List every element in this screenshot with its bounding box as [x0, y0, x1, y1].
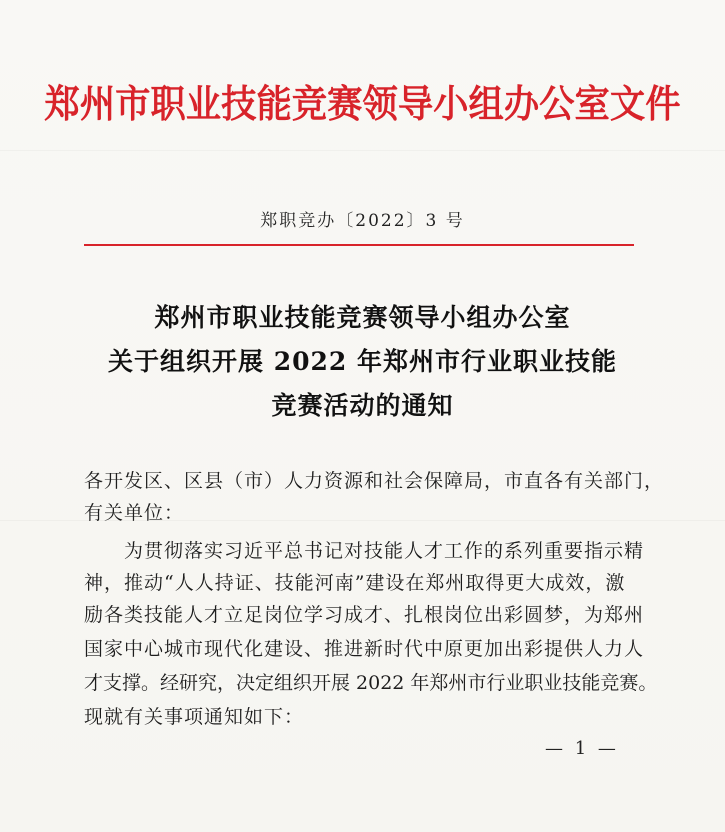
notice-title-line-1: 郑州市职业技能竞赛领导小组办公室: [154, 303, 571, 332]
paper-crease: [0, 150, 725, 151]
body-paragraph-line: 神，推动“人人持证、技能河南”建设在郑州取得更大成效，激: [84, 572, 626, 594]
body-paragraph-line: 现就有关事项通知如下：: [84, 706, 305, 728]
notice-title-line-2: 关于组织开展 2022 年郑州市行业职业技能: [108, 347, 617, 376]
body-paragraph-line: 励各类技能人才立足岗位学习成才、扎根岗位出彩圆梦，为郑州: [84, 604, 645, 626]
addressee-line-1: 各开发区、区县（市）人力资源和社会保障局，市直各有关部门，: [84, 470, 665, 492]
document-number: 郑职竞办〔2022〕3 号: [260, 211, 465, 231]
page-number: — 1 —: [545, 738, 619, 759]
body-paragraph-line: 才支撑。经研究，决定组织开展 2022 年郑州市行业职业技能竞赛。: [84, 672, 658, 694]
body-paragraph-line: 国家中心城市现代化建设、推进新时代中原更加出彩提供人力人: [84, 638, 645, 660]
notice-title-line-3: 竞赛活动的通知: [271, 391, 454, 420]
addressee-line-2: 有关单位：: [84, 502, 185, 524]
body-paragraph-line: 为贯彻落实习近平总书记对技能人才工作的系列重要指示精: [124, 540, 645, 562]
document-header-title: 郑州市职业技能竞赛领导小组办公室文件: [44, 81, 681, 126]
red-divider-line: [84, 244, 634, 246]
